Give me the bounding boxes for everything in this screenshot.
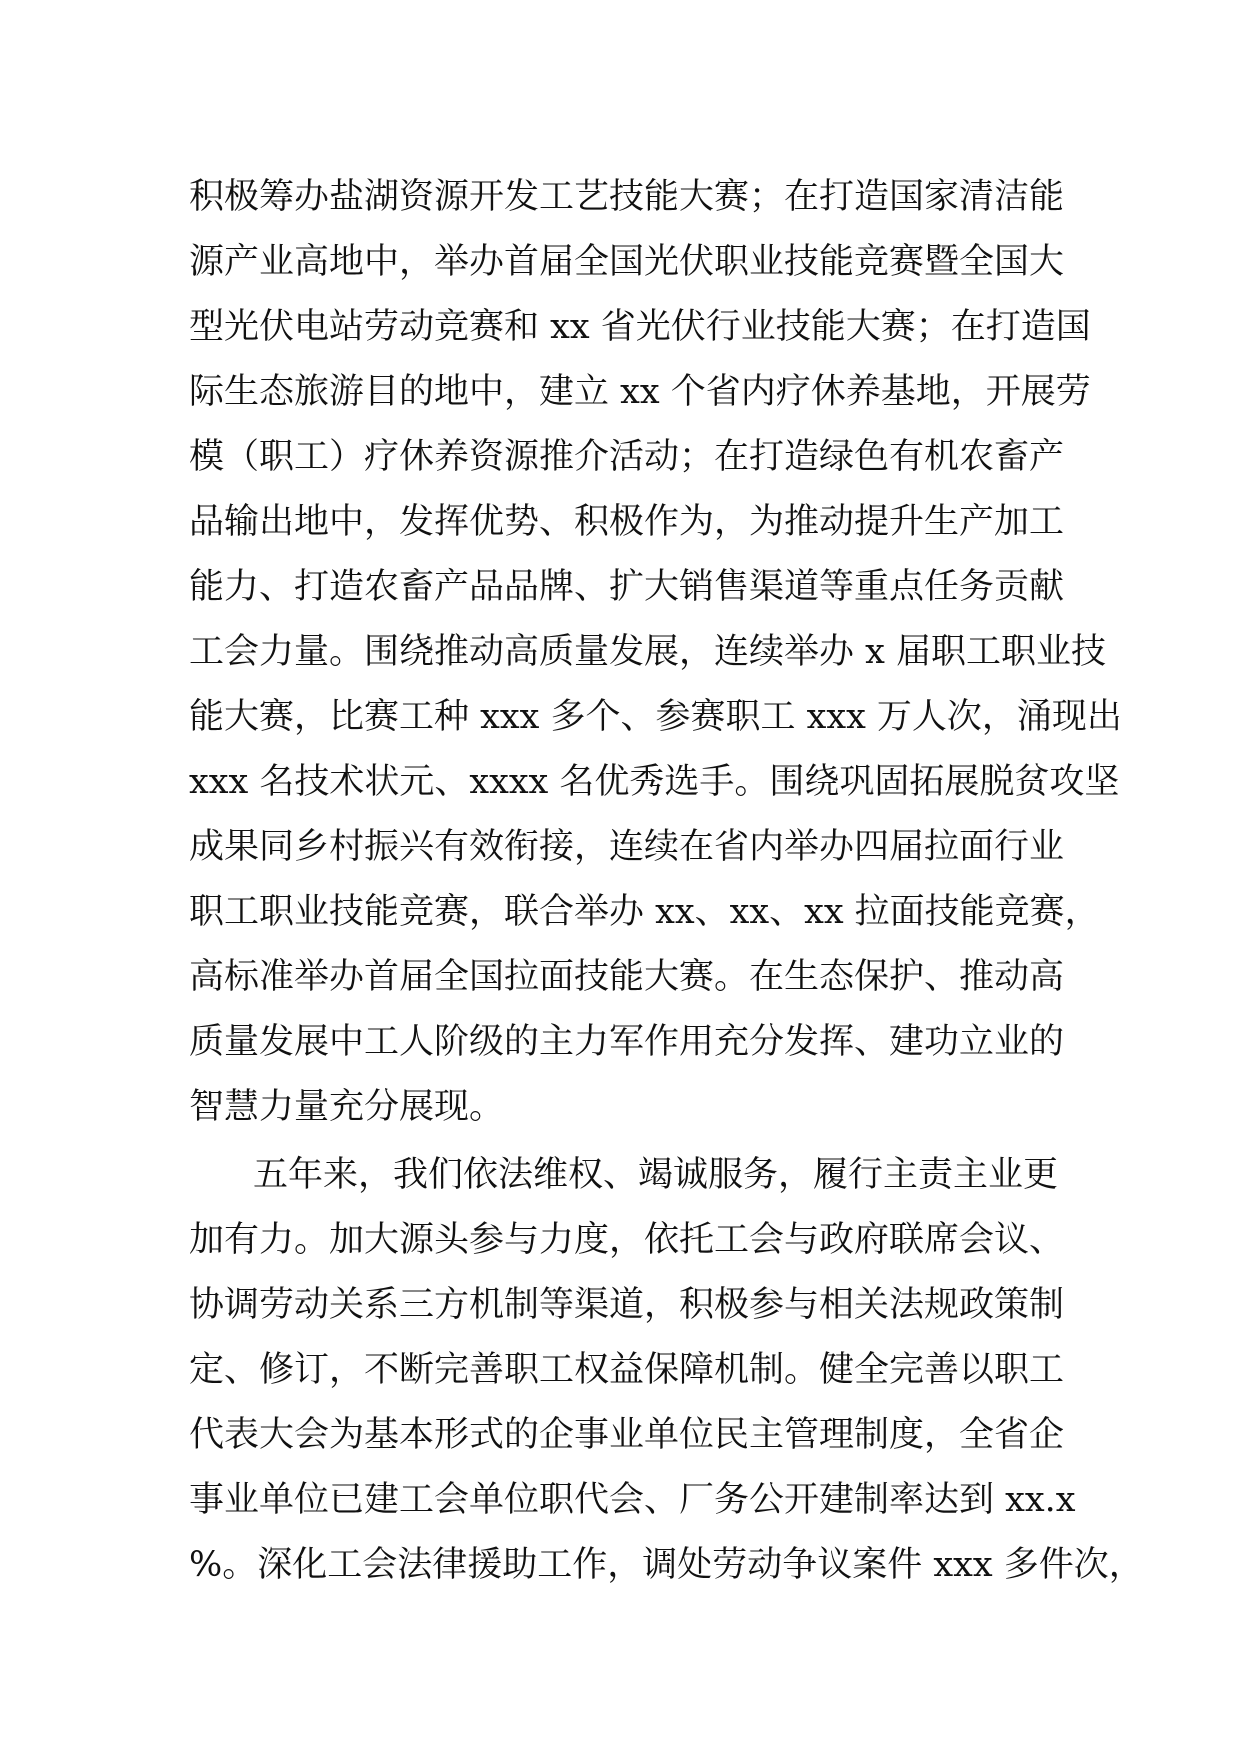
text-line: xxx 名技术状元、xxxx 名优秀选手。围绕巩固拓展脱贫攻坚 (189, 762, 1120, 802)
text-line: 成果同乡村振兴有效衔接，连续在省内举办四届拉面行业 (189, 827, 1065, 867)
text-line: 积极筹办盐湖资源开发工艺技能大赛；在打造国家清洁能 (189, 177, 1065, 217)
text-line: 型光伏电站劳动竞赛和 xx 省光伏行业技能大赛；在打造国 (189, 307, 1091, 347)
text-line: 事业单位已建工会单位职代会、厂务公开建制率达到 xx.x (189, 1480, 1076, 1520)
paragraph-2 (189, 1143, 1144, 1598)
text-line: 能力、打造农畜产品品牌、扩大销售渠道等重点任务贡献 (189, 567, 1065, 607)
text-line: 协调劳动关系三方机制等渠道，积极参与相关法规政策制 (189, 1285, 1065, 1325)
text-line: 际生态旅游目的地中，建立 xx 个省内疗休养基地，开展劳 (189, 372, 1091, 412)
text-line: 加有力。加大源头参与力度，依托工会与政府联席会议、 (189, 1220, 1065, 1260)
text-line: 定、修订，不断完善职工权益保障机制。健全完善以职工 (189, 1350, 1065, 1390)
text-line: 智慧力量充分展现。 (189, 1087, 505, 1127)
text-line: 质量发展中工人阶级的主力军作用充分发挥、建功立业的 (189, 1022, 1065, 1062)
text-line: 能大赛，比赛工种 xxx 多个、参赛职工 xxx 万人次，涌现出 (189, 697, 1122, 737)
text-line: %。深化工会法律援助工作，调处劳动争议案件 xxx 多件次， (189, 1545, 1144, 1585)
text-line: 工会力量。围绕推动高质量发展，连续举办 x 届职工职业技 (189, 632, 1106, 672)
text-line: 高标准举办首届全国拉面技能大赛。在生态保护、推动高 (189, 957, 1065, 997)
text-line: 模（职工）疗休养资源推介活动；在打造绿色有机农畜产 (189, 437, 1065, 477)
text-line: 代表大会为基本形式的企事业单位民主管理制度，全省企 (189, 1415, 1065, 1455)
text-line: 品输出地中，发挥优势、积极作为，为推动提升生产加工 (189, 502, 1065, 542)
text-line-first-indented: 五年来，我们依法维权、竭诚服务，履行主责主业更 (253, 1155, 1059, 1195)
paragraph-1 (189, 165, 1122, 1140)
text-line: 源产业高地中，举办首届全国光伏职业技能竞赛暨全国大 (189, 242, 1065, 282)
text-line: 职工职业技能竞赛，联合举办 xx、xx、xx 拉面技能竞赛， (189, 892, 1100, 932)
